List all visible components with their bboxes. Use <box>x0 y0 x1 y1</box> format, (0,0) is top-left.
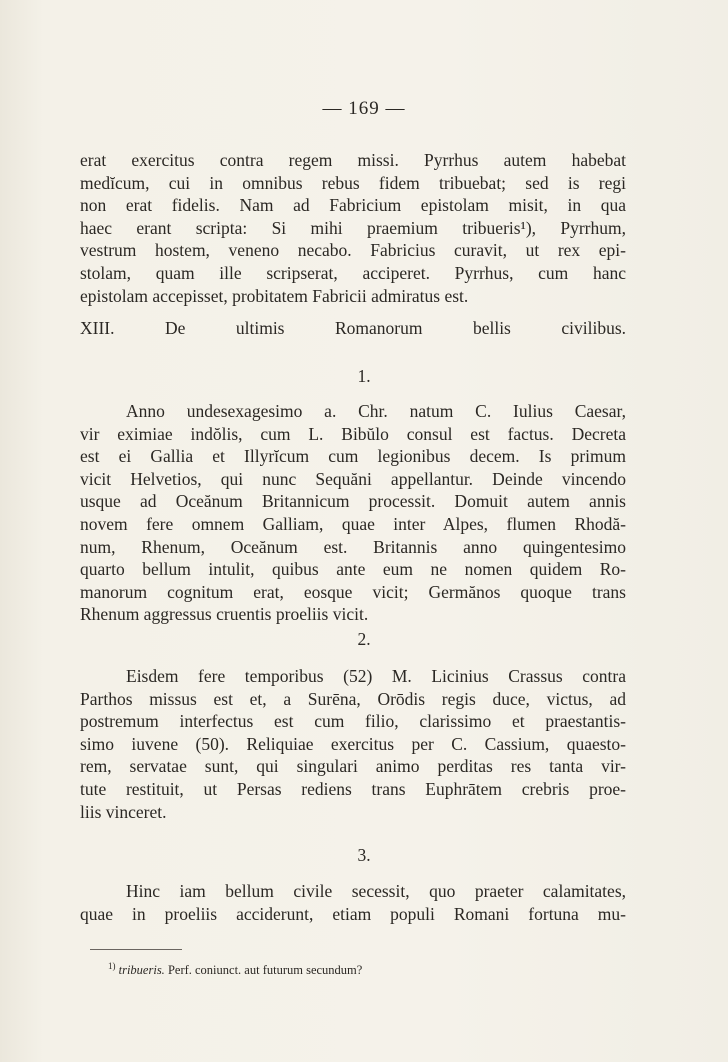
section-3-paragraph <box>80 880 626 925</box>
intro-paragraph <box>80 149 626 307</box>
footnote-term: tribueris. <box>118 963 165 978</box>
text-line: num, Rhenum, Oceănum est. Britannis anno quingentesimo <box>80 536 626 557</box>
text-line: epistolam accepisset, probitatem Fabricii admiratus est. <box>80 285 469 306</box>
footnote-divider <box>90 949 182 950</box>
text-line: stolam, quam ille scripserat, acciperet. Pyrrhus, cum hanc <box>80 262 626 283</box>
section-2-paragraph <box>80 665 626 823</box>
text-line: vicit Helvetios, qui nunc Sequăni appellantur. Deinde vincendo <box>80 468 626 489</box>
text-line: simo iuvene (50). Reliquiae exercitus per C. Cassium, quaesto- <box>80 733 626 754</box>
text-line: tute restituit, ut Persas rediens trans Euphrātem crebris proe- <box>80 778 626 799</box>
text-line: postremum interfectus est cum filio, clarissimo et praestantis- <box>80 711 626 732</box>
text-line: haec erant scripta: Si mihi praemium tribueris¹), Pyrrhum, <box>80 217 626 238</box>
text-line: usque ad Oceănum Britannicum processit. Domuit autem annis <box>80 491 626 512</box>
text-line: quarto bellum intulit, quibus ante eum ne nomen quidem Ro- <box>80 559 626 580</box>
text-line: Anno undesexagesimo a. Chr. natum C. Iulius Caesar, <box>126 401 626 421</box>
text-line: Rhenum aggressus cruentis proeliis vicit. <box>80 604 369 625</box>
section-number: 3. <box>357 845 371 865</box>
text-line: non erat fidelis. Nam ad Fabricium epistolam misit, in qua <box>80 195 626 216</box>
text-line: quae in proeliis acciderunt, etiam populi Romani fortuna mu- <box>80 903 626 924</box>
page-number: — 169 — <box>322 98 406 119</box>
text-line: manorum cognitum erat, eosque vicit; Germănos quoque trans <box>80 581 626 602</box>
text-line: erat exercitus contra regem missi. Pyrrhus autem habebat <box>80 150 626 170</box>
section-number: 1. <box>357 366 371 386</box>
text-line: rem, servatae sunt, qui singulari animo perditas res tanta vir- <box>80 756 626 777</box>
text-line: est ei Gallia et Illyrĭcum cum legionibus decem. Is primum <box>80 446 626 467</box>
section-1-paragraph <box>80 400 626 626</box>
text-line: liis vinceret. <box>80 801 167 822</box>
footnote-text: Perf. coniunct. aut futurum secundum? <box>167 963 363 978</box>
text-line: novem fere omnem Galliam, quae inter Alpes, flumen Rhodă- <box>80 513 626 534</box>
text-line: Parthos missus est et, a Surēna, Orōdis regis duce, victus, ad <box>80 688 626 709</box>
footnote <box>108 961 362 978</box>
section-number: 2. <box>357 629 371 649</box>
text-line: vestrum hostem, veneno necabo. Fabricius curavit, ut rex epi- <box>80 240 626 261</box>
text-line: Hinc iam bellum civile secessit, quo praeter calamitates, <box>126 881 626 901</box>
text-line: Eisdem fere temporibus (52) M. Licinius Crassus contra <box>126 666 626 686</box>
text-line: medĭcum, cui in omnibus rebus fidem tribuebat; sed is regi <box>80 172 626 193</box>
text-line: vir eximiae indŏlis, cum L. Bibŭlo consul est factus. Decreta <box>80 423 626 444</box>
chapter-heading: XIII. De ultimis Romanorum bellis civilibus. <box>80 318 626 338</box>
footnote-marker: 1) <box>108 961 116 971</box>
